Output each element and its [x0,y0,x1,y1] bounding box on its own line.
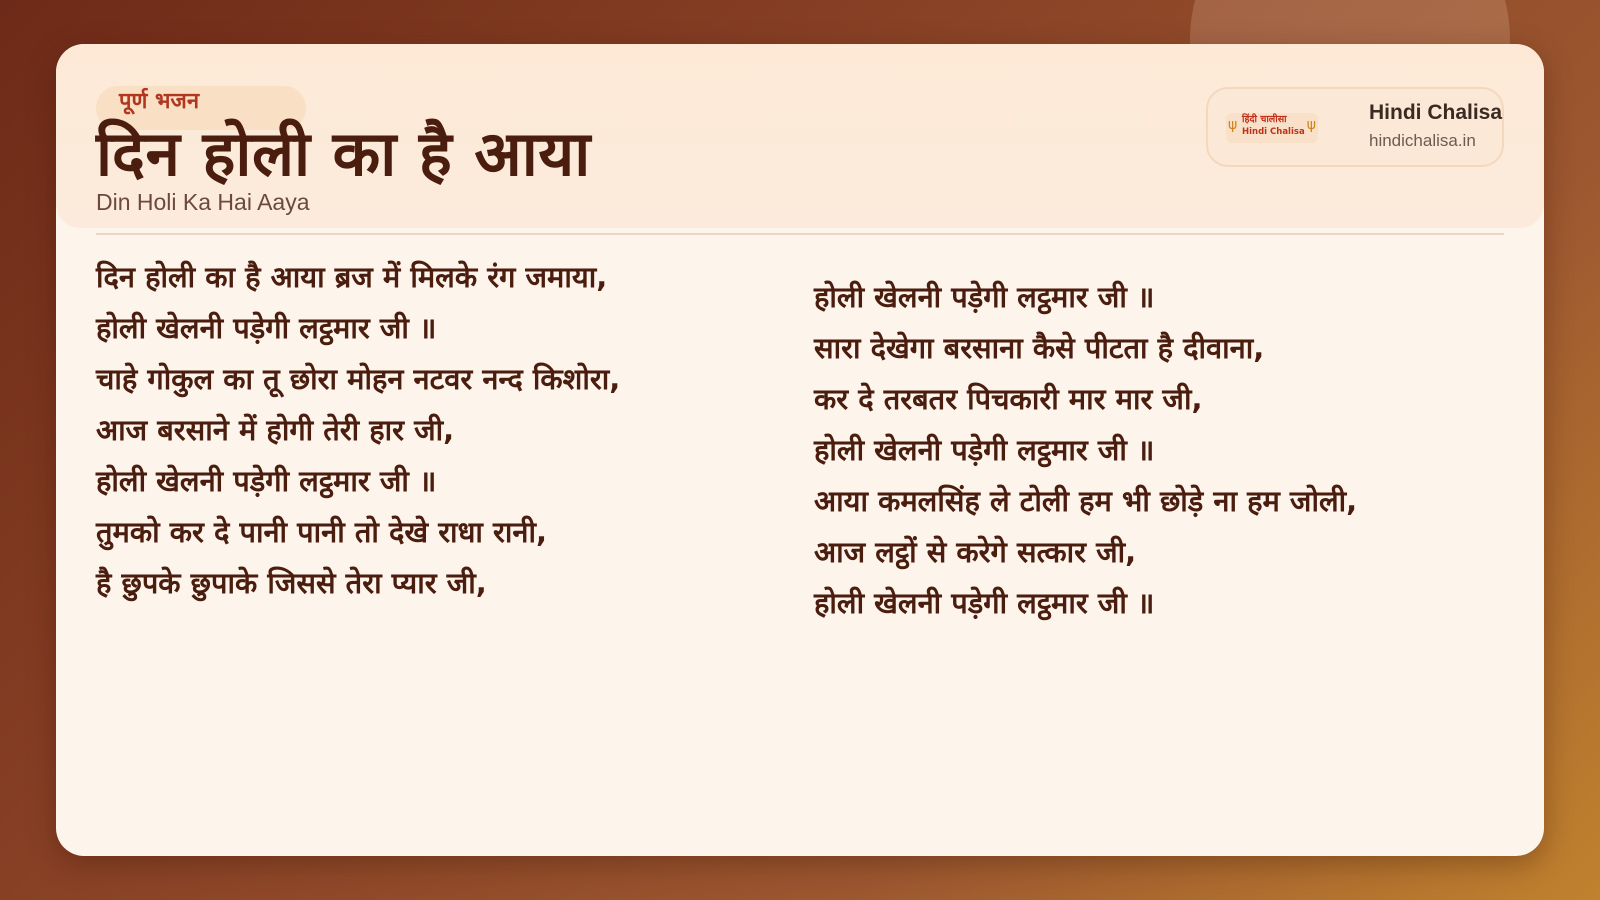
brand-url[interactable]: hindichalisa.in [1369,131,1476,150]
lyric-line: होली खेलनी पड़ेगी लट्ठमार जी ॥ [96,311,437,345]
lyric-line: आज लट्ठों से करेगे सत्कार जी, [814,535,1137,569]
trident-icon: ψ [1228,117,1238,133]
lyric-line: दिन होली का है आया ब्रज में मिलके रंग जमाया, [96,260,608,294]
trident-icon: ψ [1306,117,1316,133]
lyric-line: होली खेलनी पड़ेगी लट्ठमार जी ॥ [814,280,1155,314]
category-badge: पूर्ण भजन [119,89,200,114]
lyric-line: आज बरसाने में होगी तेरी हार जी, [96,413,455,447]
page-title: दिन होली का है आया [96,117,591,190]
lyric-line: होली खेलनी पड़ेगी लट्ठमार जी ॥ [96,464,437,498]
brand-box[interactable] [1206,87,1504,167]
brand-logo [1226,113,1318,143]
lyric-line: आया कमलसिंह ले टोली हम भी छोड़े ना हम जोली, [814,484,1358,518]
lyric-line: तुमको कर दे पानी पानी तो देखे राधा रानी, [96,515,548,549]
lyric-line: होली खेलनी पड़ेगी लट्ठमार जी ॥ [814,586,1155,620]
lyric-line: चाहे गोकुल का तू छोरा मोहन नटवर नन्द किशोरा, [96,362,621,396]
lyric-line: है छुपके छुपाके जिससे तेरा प्यार जी, [96,566,487,600]
lyric-line: सारा देखेगा बरसाना कैसे पीटता है दीवाना, [814,331,1265,365]
lyrics-column-right [814,264,1374,621]
header-divider [96,233,1504,235]
card-header [56,44,1544,228]
lyric-line: कर दे तरबतर पिचकारी मार मार जी, [814,382,1203,416]
brand-name: Hindi Chalisa [1369,101,1503,124]
page-subtitle: Din Holi Ka Hai Aaya [96,189,310,215]
lyric-line: होली खेलनी पड़ेगी लट्ठमार जी ॥ [814,433,1155,467]
bhajan-card [56,44,1544,856]
lyrics-column-left [96,244,656,601]
logo-text-hindi: हिंदी चालीसा [1242,114,1287,125]
logo-text-english: Hindi Chalisa [1242,127,1305,137]
